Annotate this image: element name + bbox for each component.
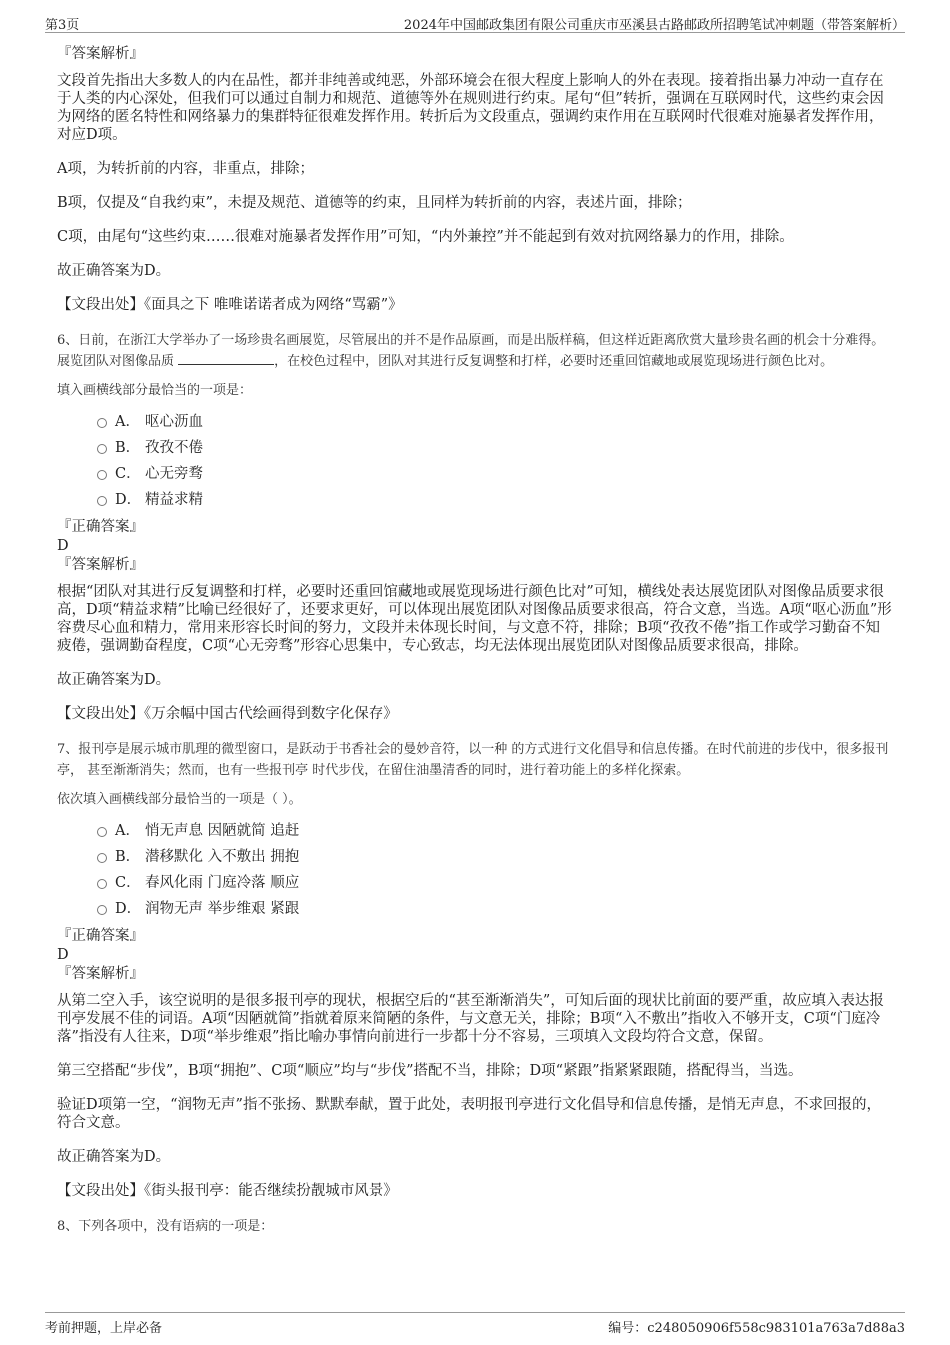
q6-stem-before: 6、日前，在浙江大学举办了一场珍贵名画展览，尽管展出的并不是作品原画，而是出版样稿，但这样近距离欣赏大量珍贵名画的机会十分难得。展览团队对图像品质 (57, 333, 885, 369)
document-code: 编号：c248050906f558c983101a763a7d88a3 (608, 1321, 905, 1336)
q6-option-a[interactable]: A． 呕心沥血 (97, 409, 893, 435)
page-footer (45, 1312, 905, 1335)
q6-source-title: 《万余幅中国古代绘画得到数字化保存》 (144, 706, 398, 722)
page-content (57, 44, 893, 1237)
q7-source-title: 《街头报刊亭：能否继续扮靓城市风景》 (144, 1183, 398, 1199)
q7-correct-answer: D (57, 947, 69, 963)
source-label: 【文段出处】 (57, 1183, 144, 1199)
source-label: 【文段出处】 (57, 297, 144, 313)
q5-conclusion: 故正确答案为D。 (57, 263, 171, 279)
q7-stem: 7、报刊亭是展示城市肌理的微型窗口，是跃动于书香社会的曼妙音符，以一种 的方式进行文化倡导和信息传播。在时代前进的步伐中，很多报刊亭， 甚至渐渐消失；然而，也有一些报刊亭 时代步伐，在留住油墨清香的同时，进行着功能上的多样化探索。 (57, 742, 889, 778)
q6-options (97, 409, 893, 513)
q5-source (57, 296, 893, 314)
q7-analysis-1: 从第二空入手，该空说明的是很多报刊亭的现状，根据空后的“甚至渐渐消失”，可知后面的现状比前面的要严重，故应填入表达报刊亭发展不佳的词语。A项“因陋就简”指就着原来简陋的条件，与文意无关，排除；B项“入不敷出”指收入不够开支，C项“门庭冷落”指没有人往来，D项“举步维艰”指比喻办事情向前进行一步都十分不容易，三项填入文段均符合文意，保留。 (57, 993, 884, 1045)
q6-stem (57, 330, 893, 372)
q6-prompt: 填入画横线部分最恰当的一项是： (57, 383, 253, 398)
q5-option-b-analysis: B项，仅提及“自我约束”，未提及规范、道德等的约束，且同样为转折前的内容，表述片面，排除； (57, 195, 692, 211)
q7-conclusion: 故正确答案为D。 (57, 1149, 171, 1165)
radio-icon[interactable] (97, 905, 107, 915)
analysis-label: 『答案解析』 (57, 46, 144, 62)
q8-stem: 8、下列各项中，没有语病的一项是： (57, 1219, 274, 1234)
radio-icon[interactable] (97, 853, 107, 863)
radio-icon[interactable] (97, 496, 107, 506)
radio-icon[interactable] (97, 444, 107, 454)
q7-option-a[interactable]: A． 悄无声息 因陋就简 追赶 (97, 818, 893, 844)
q6-blank (178, 352, 274, 365)
q7-analysis-2: 第三空搭配“步伐”，B项“拥抱”、C项“顺应”均与“步伐”搭配不当，排除；D项“紧跟”指紧紧跟随，搭配得当，当选。 (57, 1063, 803, 1079)
q7-prompt: 依次填入画横线部分最恰当的一项是（ ）。 (57, 792, 302, 807)
q7-option-c[interactable]: C． 春风化雨 门庭冷落 顺应 (97, 870, 893, 896)
q6-option-b[interactable]: B． 孜孜不倦 (97, 435, 893, 461)
q6-analysis: 根据“团队对其进行反复调整和打样，必要时还重回馆藏地或展览现场进行颜色比对”可知，横线处表达展览团队对图像品质要求很高，D项“精益求精”比喻已经很好了，还要求更好，可以体现出展览团队对图像品质要求很高，符合文意，当选。A项“呕心沥血”形容费尽心血和精力，常用来形容长时间的努力，文段并未体现长时间，与文意不符，排除；B项“孜孜不倦”指工作或学习勤奋不知疲倦，强调勤奋程度，C项“心无旁骛”形容心思集中，专心致志，均无法体现出展览团队对图像品质要求很高，排除。 (57, 584, 892, 654)
analysis-label: 『答案解析』 (57, 966, 144, 982)
q5-analysis: 文段首先指出大多数人的内在品性，都并非纯善或纯恶，外部环境会在很大程度上影响人的外在表现。接着指出暴力冲动一直存在于人类的内心深处，但我们可以通过自制力和规范、道德等外在规则进行约束。尾句“但”转折，强调在互联网时代，这些约束会因为网络的匿名特性和网络暴力的集群特征很难发挥作用。转折后为文段重点，强调约束作用在互联网时代很难对施暴者发挥作用，对应D项。 (57, 73, 884, 143)
radio-icon[interactable] (97, 879, 107, 889)
q7-options (97, 818, 893, 922)
analysis-label: 『答案解析』 (57, 557, 144, 573)
correct-answer-label: 『正确答案』 (57, 928, 144, 944)
q6-source (57, 705, 893, 723)
q5-option-a-analysis: A项，为转折前的内容，非重点，排除； (57, 161, 314, 177)
radio-icon[interactable] (97, 827, 107, 837)
q6-option-c[interactable]: C． 心无旁骛 (97, 461, 893, 487)
q6-conclusion: 故正确答案为D。 (57, 672, 171, 688)
q7-analysis-3: 验证D项第一空，“润物无声”指不张扬、默默奉献，置于此处，表明报刊亭进行文化倡导和信息传播，是悄无声息，不求回报的，符合文意。 (57, 1097, 881, 1131)
q6-option-d[interactable]: D． 精益求精 (97, 487, 893, 513)
radio-icon[interactable] (97, 418, 107, 428)
q7-option-d[interactable]: D． 润物无声 举步维艰 紧跟 (97, 896, 893, 922)
q6-stem-after: ，在校色过程中，团队对其进行反复调整和打样，必要时还重回馆藏地或展览现场进行颜色比对。 (274, 354, 834, 369)
radio-icon[interactable] (97, 470, 107, 480)
correct-answer-label: 『正确答案』 (57, 519, 144, 535)
document-title: 2024年中国邮政集团有限公司重庆市巫溪县古路邮政所招聘笔试冲刺题（带答案解析） (403, 18, 905, 33)
q6-correct-answer: D (57, 538, 69, 554)
q5-option-c-analysis: C项，由尾句“这些约束……很难对施暴者发挥作用”可知，“内外兼控”并不能起到有效对抗网络暴力的作用，排除。 (57, 229, 794, 245)
page-header (45, 12, 905, 33)
q7-option-b[interactable]: B． 潜移默化 入不敷出 拥抱 (97, 844, 893, 870)
footer-slogan: 考前押题，上岸必备 (45, 1321, 163, 1336)
q5-source-title: 《面具之下 唯唯诺诺者成为网络“骂霸”》 (144, 297, 403, 313)
page-number: 第3页 (45, 18, 80, 33)
q7-source (57, 1182, 893, 1200)
source-label: 【文段出处】 (57, 706, 144, 722)
